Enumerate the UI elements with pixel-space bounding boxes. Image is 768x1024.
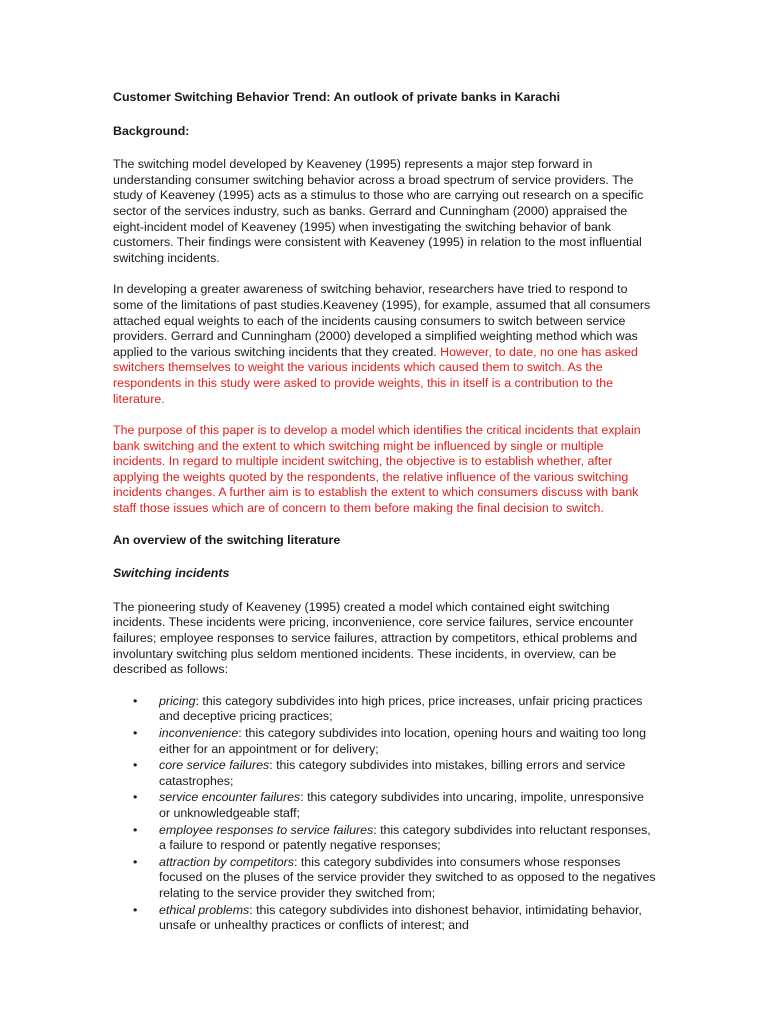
list-item-term: service encounter failures — [159, 790, 301, 805]
list-item — [113, 694, 658, 725]
bullet-icon: • — [133, 758, 138, 773]
list-item-term: attraction by competitors — [159, 854, 294, 869]
background-heading: Background: — [113, 123, 190, 138]
bullet-icon: • — [133, 854, 138, 869]
bullet-icon: • — [133, 822, 138, 837]
bullet-icon: • — [133, 902, 138, 917]
incident-bullet-list — [113, 694, 658, 934]
document-page — [113, 90, 658, 935]
list-item — [113, 855, 658, 902]
switching-incidents-heading: Switching incidents — [113, 566, 230, 581]
list-item-text: : this category subdivides into dishonest behavior, intimidating behavior, unsafe or unhealthy practices or conflicts of interest; and — [159, 902, 642, 933]
list-item-term: pricing — [159, 693, 196, 708]
paragraph-3-highlight: The purpose of this paper is to develop a model which identifies the critical incidents that explain bank switching and the extent to which switching might be influenced by single or multiple incidents. In regard to multiple incident switching, the objective is to establish whether, after applying the weights quoted by the respondents, the relative influence of the various switching incidents changes. A further aim is to establish the extent to which consumers discuss with bank staff those issues which are of concern to them before making the final decision to switch. — [113, 423, 641, 516]
list-item-text: : this category subdivides into consumers whose responses focused on the pluses of the service provider they switched to as opposed to the negatives relating to the service provider they switched from; — [159, 854, 656, 900]
list-item-term: inconvenience — [159, 726, 239, 740]
list-item-text: : this category subdivides into mistakes, billing errors and service catastrophes; — [159, 758, 626, 788]
paragraph-2-text: In developing a greater awareness of switching behavior, researchers have tried to respond to some of the limitations of past studies.Keaveney (1995), for example, assumed that all consumers attached equal weights to each of the incidents causing consumers to switch between service providers. Gerrard and Cunningham (2000) developed a simplified weighting method which was applied to the various switching incidents that they created. — [113, 282, 651, 359]
list-item — [113, 758, 658, 789]
overview-heading: An overview of the switching literature — [113, 532, 341, 547]
bullet-icon: • — [133, 726, 138, 740]
list-item-text: : this category subdivides into uncaring, impolite, unresponsive or unknowledgeable staff; — [159, 790, 644, 820]
list-item — [113, 823, 658, 854]
list-item-term: core service failures — [159, 758, 270, 773]
paragraph-4: The pioneering study of Keaveney (1995) created a model which contained eight switching incidents. These incidents were pricing, inconvenience, core service failures, service encounter failures; employee responses to service failures, attraction by competitors, ethical problems and involuntary switching plus seldom mentioned incidents. These incidents, in overview, can be described as follows: — [113, 599, 638, 677]
bullet-icon: • — [133, 790, 138, 805]
list-item-text: : this category subdivides into high prices, price increases, unfair pricing practices and deceptive pricing practices; — [159, 693, 643, 724]
paragraph-2-highlight: However, to date, no one has asked switchers themselves to weight the various incidents which caused them to switch. As the respondents in this study were asked to provide weights, this in itself is a contribution to the literature. — [113, 344, 638, 406]
paragraph-1: The switching model developed by Keaveney (1995) represents a major step forward in understanding consumer switching behavior across a broad spectrum of service providers. The study of Keaveney (1995) acts as a stimulus to those who are carrying out research on a specific sector of the services industry, such as banks. Gerrard and Cunningham (2000) appraised the eight-incident model of Keaveney (1995) when investigating the switching behavior of bank customers. Their findings were consistent with Keaveney (1995) in relation to the most influential switching incidents. — [113, 157, 644, 265]
list-item-term: employee responses to service failures — [159, 822, 374, 837]
paragraph-2 — [113, 282, 658, 407]
list-item-text: : this category subdivides into reluctant responses, a failure to respond or patently negative responses; — [159, 822, 651, 853]
document-title: Customer Switching Behavior Trend: An outlook of private banks in Karachi — [113, 90, 561, 104]
list-item-text: : this category subdivides into location, opening hours and waiting too long either for an appointment or for delivery; — [159, 726, 647, 756]
list-item — [113, 790, 658, 821]
list-item — [113, 903, 658, 934]
list-item-term: ethical problems — [159, 902, 250, 917]
bullet-icon: • — [133, 693, 138, 708]
list-item — [113, 726, 658, 757]
